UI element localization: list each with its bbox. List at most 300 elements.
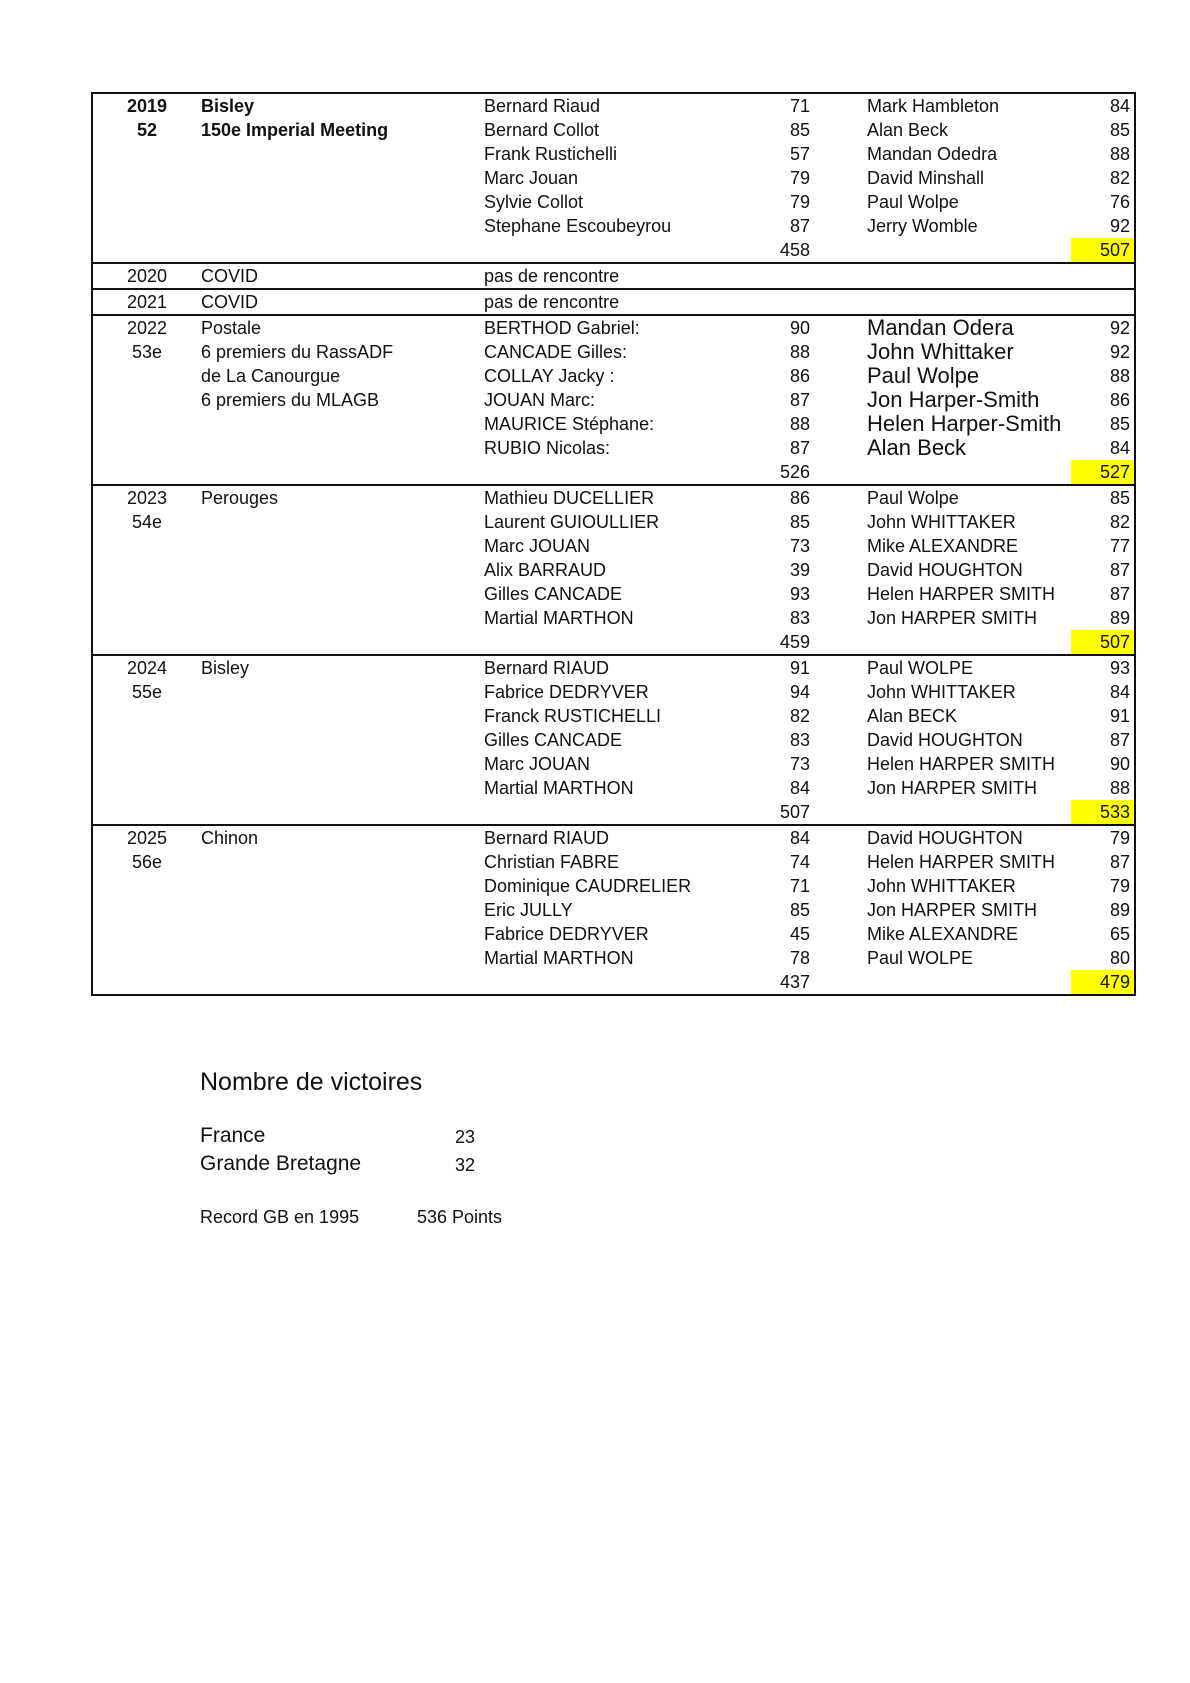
gb-shooter: Mark Hambleton <box>867 93 1071 118</box>
empty-cell <box>484 238 754 263</box>
venue-cell <box>201 436 484 460</box>
gb-shooter: Helen HARPER SMITH <box>867 584 1056 604</box>
france-shooter: MAURICE Stéphane: <box>484 414 655 434</box>
gb-score: 85 <box>1109 414 1130 434</box>
gb-shooter: John WHITTAKER <box>867 512 1016 532</box>
table-row <box>92 922 1135 946</box>
venue-cell <box>201 728 484 752</box>
venue-cell <box>201 800 484 825</box>
france-shooter: Bernard RIAUD <box>484 825 754 850</box>
total-row <box>92 238 1135 263</box>
venue-cell: Perouges <box>201 485 484 510</box>
gap-cell <box>814 850 867 874</box>
table-row <box>92 776 1135 800</box>
year-cell <box>92 214 201 238</box>
year-cell: 2019 <box>92 93 201 118</box>
venue-cell: COVID <box>201 263 484 289</box>
france-score: 83 <box>789 730 810 750</box>
gb-shooter: Helen HARPER SMITH <box>867 754 1056 774</box>
table-row <box>92 315 1135 340</box>
gb-score: 88 <box>1109 366 1130 386</box>
france-shooter: Gilles CANCADE <box>484 584 623 604</box>
table-row <box>92 582 1135 606</box>
france-shooter: Dominique CAUDRELIER <box>484 876 692 896</box>
gb-score: 92 <box>1109 216 1130 236</box>
gb-shooter: Paul WOLPE <box>867 655 1071 680</box>
empty-cell <box>867 800 1071 825</box>
france-score: 91 <box>754 655 814 680</box>
france-shooter: Fabrice DEDRYVER <box>484 682 649 702</box>
venue-cell <box>201 142 484 166</box>
france-shooter: Martial MARTHON <box>484 948 634 968</box>
france-shooter: Bernard Collot <box>484 120 600 140</box>
gb-shooter: Mike ALEXANDRE <box>867 924 1019 944</box>
year-cell <box>92 412 201 436</box>
table-row <box>92 214 1135 238</box>
empty-cell <box>814 263 867 289</box>
edition-cell: 52 <box>136 120 158 140</box>
venue-cell <box>201 606 484 630</box>
table-row <box>92 118 1135 142</box>
gb-score: 88 <box>1109 144 1130 164</box>
empty-cell <box>867 263 1071 289</box>
france-score: 90 <box>754 315 814 340</box>
france-shooter: CANCADE Gilles: <box>484 342 628 362</box>
france-score: 88 <box>789 342 810 362</box>
total-row <box>92 630 1135 655</box>
france-total: 526 <box>779 462 810 482</box>
venue-cell <box>201 166 484 190</box>
france-score: 84 <box>754 825 814 850</box>
victories-row-france <box>200 1124 475 1148</box>
venue-cell <box>201 874 484 898</box>
note-cell: pas de rencontre <box>484 289 754 315</box>
gap-cell <box>814 534 867 558</box>
gb-shooter: Alan Beck <box>867 436 967 460</box>
france-score: 83 <box>789 608 810 628</box>
table-row <box>92 510 1135 534</box>
venue-cell <box>201 922 484 946</box>
results-table <box>91 92 1136 996</box>
empty-cell <box>867 289 1071 315</box>
edition-cell: 55e <box>131 682 163 702</box>
gb-score: 85 <box>1109 120 1130 140</box>
venue-cell: Postale <box>201 315 484 340</box>
gb-score: 90 <box>1109 754 1130 774</box>
gap-cell <box>814 970 867 995</box>
gb-score: 89 <box>1109 900 1130 920</box>
france-shooter: Bernard RIAUD <box>484 655 754 680</box>
venue-cell <box>201 238 484 263</box>
france-total: 459 <box>779 632 810 652</box>
france-score: 73 <box>789 754 810 774</box>
empty-cell <box>484 800 754 825</box>
venue-cell <box>201 704 484 728</box>
gap-cell <box>814 558 867 582</box>
gb-score: 77 <box>1109 536 1130 556</box>
gap-cell <box>814 776 867 800</box>
france-shooter: Gilles CANCADE <box>484 730 623 750</box>
gap-cell <box>814 214 867 238</box>
france-shooter: Eric JULLY <box>484 900 573 920</box>
france-score: 71 <box>754 93 814 118</box>
france-score: 84 <box>789 778 810 798</box>
year-cell <box>92 582 201 606</box>
gb-shooter: Jon Harper-Smith <box>867 388 1040 412</box>
france-shooter: RUBIO Nicolas: <box>484 438 611 458</box>
gap-cell <box>814 436 867 460</box>
venue-cell: COVID <box>201 289 484 315</box>
france-score: 78 <box>789 948 810 968</box>
venue-cell: de La Canourgue <box>201 366 341 386</box>
table-row <box>92 558 1135 582</box>
gap-cell <box>814 704 867 728</box>
france-score: 94 <box>789 682 810 702</box>
year-cell: 2020 <box>92 263 201 289</box>
gb-score: 89 <box>1109 608 1130 628</box>
year-cell <box>92 436 201 460</box>
venue-cell <box>201 970 484 995</box>
empty-cell <box>1071 263 1135 289</box>
france-total: 507 <box>779 802 810 822</box>
venue-cell <box>201 214 484 238</box>
venue-cell <box>201 630 484 655</box>
results-body <box>92 93 1135 995</box>
empty-cell <box>754 289 814 315</box>
france-score: 87 <box>789 390 810 410</box>
table-row <box>92 534 1135 558</box>
gb-score: 84 <box>1071 93 1135 118</box>
gb-score: 79 <box>1109 876 1130 896</box>
venue-cell <box>201 460 484 485</box>
record-label: Record GB en 1995 <box>200 1207 360 1227</box>
france-score: 87 <box>789 216 810 236</box>
france-shooter: Franck RUSTICHELLI <box>484 706 662 726</box>
gb-total-highlight: 527 <box>1071 460 1135 485</box>
venue-cell <box>201 534 484 558</box>
venue-cell <box>201 680 484 704</box>
gap-cell <box>814 630 867 655</box>
gb-score: 82 <box>1109 512 1130 532</box>
france-score: 87 <box>789 438 810 458</box>
gap-cell <box>814 946 867 970</box>
gb-score: 86 <box>1109 390 1130 410</box>
france-total: 437 <box>779 972 810 992</box>
france-shooter: Bernard Riaud <box>484 93 754 118</box>
gap-cell <box>814 752 867 776</box>
gb-score: 92 <box>1071 315 1135 340</box>
gb-shooter: Helen Harper-Smith <box>867 412 1062 436</box>
gb-shooter: Paul WOLPE <box>867 948 974 968</box>
year-cell: 2023 <box>92 485 201 510</box>
edition-cell: 53e <box>131 342 163 362</box>
table-row <box>92 680 1135 704</box>
gb-total-highlight: 507 <box>1071 238 1135 263</box>
year-cell <box>92 704 201 728</box>
france-score: 86 <box>754 485 814 510</box>
gb-shooter: Jerry Womble <box>867 216 978 236</box>
gap-cell <box>814 655 867 680</box>
venue-cell <box>201 898 484 922</box>
gb-shooter: Paul Wolpe <box>867 485 1071 510</box>
table-row <box>92 340 1135 364</box>
empty-cell <box>867 460 1071 485</box>
france-shooter: Marc Jouan <box>484 168 579 188</box>
table-row <box>92 364 1135 388</box>
gb-shooter: Jon HARPER SMITH <box>867 608 1038 628</box>
gap-cell <box>814 485 867 510</box>
year-cell: 2025 <box>92 825 201 850</box>
victories-label: Grande Bretagne <box>200 1152 362 1175</box>
venue-cell: 6 premiers du RassADF <box>201 342 394 362</box>
gap-cell <box>814 510 867 534</box>
gap-cell <box>814 238 867 263</box>
gap-cell <box>814 728 867 752</box>
gap-cell <box>814 922 867 946</box>
year-cell <box>92 630 201 655</box>
year-cell <box>92 776 201 800</box>
france-shooter: COLLAY Jacky : <box>484 366 615 386</box>
france-score: 57 <box>789 144 810 164</box>
gb-score: 91 <box>1109 706 1130 726</box>
victories-value: 23 <box>455 1127 476 1147</box>
table-row <box>92 485 1135 510</box>
france-score: 93 <box>789 584 810 604</box>
gb-shooter: Mike ALEXANDRE <box>867 536 1019 556</box>
gb-score: 88 <box>1109 778 1130 798</box>
table-row <box>92 850 1135 874</box>
gb-total-highlight: 507 <box>1071 630 1135 655</box>
france-shooter: Marc JOUAN <box>484 754 591 774</box>
total-row <box>92 970 1135 995</box>
venue-cell <box>201 946 484 970</box>
gap-cell <box>814 93 867 118</box>
record-line <box>200 1207 502 1228</box>
venue-cell <box>201 412 484 436</box>
france-shooter: Alix BARRAUD <box>484 560 607 580</box>
gap-cell <box>814 680 867 704</box>
table-row <box>92 190 1135 214</box>
france-score: 73 <box>789 536 810 556</box>
empty-cell <box>1071 289 1135 315</box>
gb-score: 65 <box>1109 924 1130 944</box>
table-row <box>92 752 1135 776</box>
victories-title: Nombre de victoires <box>200 1068 423 1096</box>
total-row <box>92 800 1135 825</box>
gb-shooter: David HOUGHTON <box>867 560 1023 580</box>
gb-shooter: Paul Wolpe <box>867 364 980 388</box>
gb-score: 87 <box>1109 560 1130 580</box>
year-cell <box>92 922 201 946</box>
year-cell <box>92 460 201 485</box>
gap-cell <box>814 606 867 630</box>
gb-shooter: John Whittaker <box>867 340 1014 364</box>
year-cell <box>92 970 201 995</box>
table-row <box>92 436 1135 460</box>
empty-cell <box>484 970 754 995</box>
venue-cell: Bisley <box>201 93 484 118</box>
france-shooter: Stephane Escoubeyrou <box>484 216 672 236</box>
year-cell: 2024 <box>92 655 201 680</box>
gb-score: 84 <box>1109 682 1130 702</box>
edition-cell: 54e <box>131 512 163 532</box>
gb-score: 87 <box>1109 852 1130 872</box>
gb-shooter: Alan BECK <box>867 706 958 726</box>
year-cell <box>92 606 201 630</box>
gb-shooter: David Minshall <box>867 168 985 188</box>
gap-cell <box>814 315 867 340</box>
victories-value: 32 <box>455 1155 476 1175</box>
gb-shooter: Jon HARPER SMITH <box>867 900 1038 920</box>
empty-cell <box>867 970 1071 995</box>
year-cell <box>92 946 201 970</box>
venue-cell: Chinon <box>201 825 484 850</box>
gb-score: 92 <box>1109 342 1130 362</box>
year-cell <box>92 728 201 752</box>
france-shooter: Laurent GUIOULLIER <box>484 512 660 532</box>
year-cell <box>92 874 201 898</box>
gb-total-highlight: 533 <box>1071 800 1135 825</box>
gb-shooter: Jon HARPER SMITH <box>867 778 1038 798</box>
edition-cell: 56e <box>131 852 163 872</box>
france-score: 39 <box>789 560 810 580</box>
gap-cell <box>814 800 867 825</box>
venue-cell: 6 premiers du MLAGB <box>201 390 380 410</box>
venue-cell: Bisley <box>201 655 484 680</box>
year-cell <box>92 190 201 214</box>
empty-cell <box>754 263 814 289</box>
gb-shooter: Paul Wolpe <box>867 192 959 212</box>
gb-score: 82 <box>1109 168 1130 188</box>
year-cell <box>92 364 201 388</box>
empty-cell <box>484 630 754 655</box>
france-score: 88 <box>789 414 810 434</box>
gap-cell <box>814 874 867 898</box>
venue-cell <box>201 752 484 776</box>
empty-cell <box>867 238 1071 263</box>
france-score: 79 <box>789 192 810 212</box>
year-cell <box>92 558 201 582</box>
table-row <box>92 606 1135 630</box>
gb-score: 79 <box>1071 825 1135 850</box>
table-row <box>92 142 1135 166</box>
france-total: 458 <box>779 240 810 260</box>
empty-cell <box>867 630 1071 655</box>
year-cell <box>92 388 201 412</box>
gb-shooter: Mandan Odedra <box>867 144 998 164</box>
gap-cell <box>814 166 867 190</box>
gap-cell <box>814 190 867 214</box>
venue-cell <box>201 190 484 214</box>
france-shooter: Fabrice DEDRYVER <box>484 924 649 944</box>
gb-shooter: David HOUGHTON <box>867 730 1023 750</box>
table-row <box>92 874 1135 898</box>
table-row <box>92 388 1135 412</box>
france-score: 86 <box>789 366 810 386</box>
no-match-row <box>92 289 1135 315</box>
gap-cell <box>814 118 867 142</box>
year-cell <box>92 142 201 166</box>
gb-shooter: David HOUGHTON <box>867 825 1071 850</box>
victories-row-gb <box>200 1152 475 1176</box>
gb-score: 80 <box>1109 948 1130 968</box>
record-value: 536 Points <box>417 1207 503 1227</box>
france-shooter: Frank Rustichelli <box>484 144 618 164</box>
gap-cell <box>814 340 867 364</box>
gb-score: 87 <box>1109 584 1130 604</box>
venue-cell <box>201 850 484 874</box>
france-score: 85 <box>789 512 810 532</box>
gb-shooter: Alan Beck <box>867 120 949 140</box>
france-score: 74 <box>789 852 810 872</box>
table-row <box>92 825 1135 850</box>
france-shooter: Christian FABRE <box>484 852 620 872</box>
gb-total-highlight: 479 <box>1071 970 1135 995</box>
france-shooter: Martial MARTHON <box>484 778 634 798</box>
venue-cell <box>201 510 484 534</box>
gap-cell <box>814 388 867 412</box>
victories-label: France <box>200 1124 266 1147</box>
gb-score: 87 <box>1109 730 1130 750</box>
gap-cell <box>814 460 867 485</box>
year-cell <box>92 898 201 922</box>
table-row <box>92 166 1135 190</box>
table-row <box>92 898 1135 922</box>
france-score: 45 <box>789 924 810 944</box>
france-shooter: BERTHOD Gabriel: <box>484 315 754 340</box>
year-cell <box>92 800 201 825</box>
france-score: 71 <box>789 876 810 896</box>
gb-shooter: John WHITTAKER <box>867 682 1016 702</box>
year-cell <box>92 752 201 776</box>
france-score: 85 <box>789 120 810 140</box>
gb-shooter: Helen HARPER SMITH <box>867 852 1056 872</box>
gb-score: 85 <box>1071 485 1135 510</box>
gb-score: 76 <box>1109 192 1130 212</box>
gap-cell <box>814 582 867 606</box>
gap-cell <box>814 364 867 388</box>
no-match-row <box>92 263 1135 289</box>
venue-cell <box>201 776 484 800</box>
venue-cell <box>201 582 484 606</box>
gap-cell <box>814 898 867 922</box>
gap-cell <box>814 825 867 850</box>
france-score: 79 <box>789 168 810 188</box>
empty-cell <box>814 289 867 315</box>
gap-cell <box>814 142 867 166</box>
year-cell <box>92 166 201 190</box>
gb-shooter: John WHITTAKER <box>867 876 1016 896</box>
gb-score: 84 <box>1109 438 1130 458</box>
gb-score: 93 <box>1071 655 1135 680</box>
france-score: 82 <box>789 706 810 726</box>
year-cell: 2021 <box>92 289 201 315</box>
gap-cell <box>814 412 867 436</box>
year-cell: 2022 <box>92 315 201 340</box>
france-shooter: Sylvie Collot <box>484 192 584 212</box>
total-row <box>92 460 1135 485</box>
table-row <box>92 946 1135 970</box>
france-shooter: Martial MARTHON <box>484 608 634 628</box>
france-shooter: Mathieu DUCELLIER <box>484 485 754 510</box>
empty-cell <box>484 460 754 485</box>
venue-cell: 150e Imperial Meeting <box>201 120 389 140</box>
table-row <box>92 93 1135 118</box>
note-cell: pas de rencontre <box>484 263 754 289</box>
table-row <box>92 704 1135 728</box>
france-shooter: Marc JOUAN <box>484 536 591 556</box>
venue-cell <box>201 558 484 582</box>
